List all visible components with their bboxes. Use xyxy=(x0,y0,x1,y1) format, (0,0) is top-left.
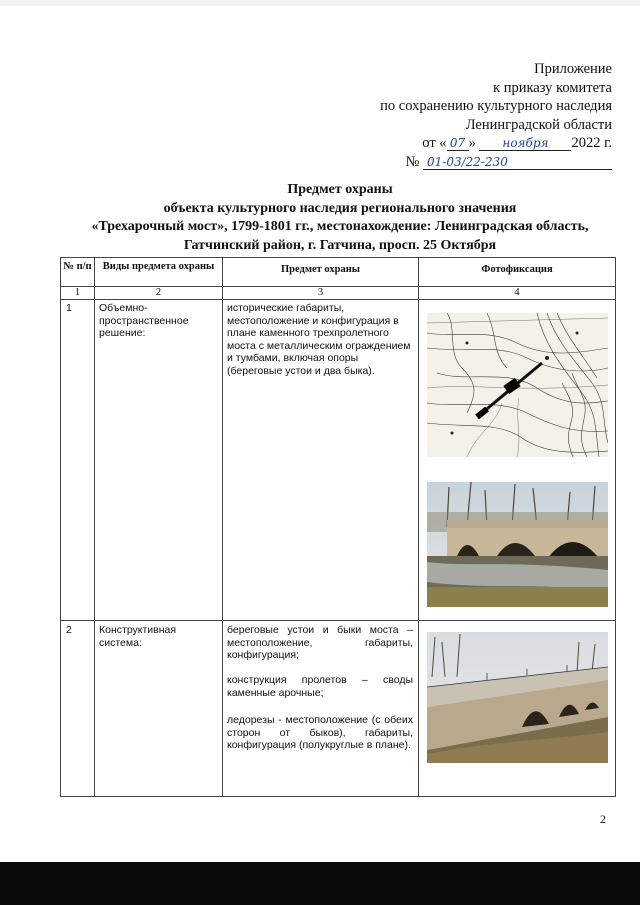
approval-header xyxy=(380,60,612,171)
number-prefix: № xyxy=(405,153,420,170)
photo-bridge-side-view xyxy=(427,632,608,763)
date-day-handwritten: 07 xyxy=(447,136,469,151)
date-prefix: от « xyxy=(422,135,447,151)
row2-kind: Конструктивная система: xyxy=(99,624,177,649)
col-number-1: 1 xyxy=(74,287,81,298)
col-number-4: 4 xyxy=(514,287,520,298)
photo-topographic-map xyxy=(427,313,608,457)
title-line-3: «Трехарочный мост», 1799-1801 гг., местонахождение: Ленинградская область, xyxy=(91,219,589,234)
protection-subject-table xyxy=(60,257,616,797)
row2-subject-spans: конструкция пролетов – своды каменные арочные; xyxy=(227,674,413,699)
doc-number-handwritten: 01-03/22-230 xyxy=(423,155,612,170)
page-number: 2 xyxy=(600,812,606,826)
table-col-divider xyxy=(222,258,223,796)
header-order: к приказу комитета xyxy=(493,79,612,96)
header-region: Ленинградской области xyxy=(465,116,612,133)
header-appendix: Приложение xyxy=(534,61,612,77)
title-line-1: Предмет охраны xyxy=(287,182,393,197)
photo-bridge-river-view xyxy=(427,482,608,607)
row2-subject-piers: береговые устои и быки моста – местоположение, габариты, конфигурация; xyxy=(227,624,413,662)
date-mid: » xyxy=(468,135,476,151)
header-number xyxy=(380,153,612,172)
document-title xyxy=(40,181,640,255)
table-row-divider xyxy=(61,620,615,621)
table-col-divider xyxy=(94,258,95,796)
row2-subject-icebreakers: ледорезы - местоположение (с обеих сторон от быков), габариты, конфигурация (полукруглые в плане). xyxy=(227,714,413,752)
table-col-divider xyxy=(418,258,419,796)
col-number-3: 3 xyxy=(317,287,324,298)
date-month-handwritten: ноября xyxy=(479,136,571,151)
header-committee: по сохранению культурного наследия xyxy=(380,98,612,114)
header-kind: Виды предмета охраны xyxy=(102,261,215,272)
date-year: 2022 г. xyxy=(571,135,612,151)
title-line-2: объекта культурного наследия регионального значения xyxy=(163,200,517,216)
scan-bottom-border xyxy=(0,862,640,905)
row1-subject: исторические габариты, местоположение и конфигурация в плане каменного трехпролетного моста с металлическим ограждением и тумбами, включая опоры (береговые устои и два быка). xyxy=(227,302,411,377)
scan-top-edge xyxy=(0,0,640,6)
row2-num: 2 xyxy=(66,624,72,636)
header-num: № п/п xyxy=(63,261,92,272)
col-number-2: 2 xyxy=(155,287,162,298)
header-photo: Фотофиксация xyxy=(481,264,553,275)
title-line-4: Гатчинский район, г. Гатчина, просп. 25 Октября xyxy=(183,237,497,253)
row1-num: 1 xyxy=(66,302,72,314)
row1-kind: Объемно-пространственное решение: xyxy=(99,302,189,340)
header-subject: Предмет охраны xyxy=(280,264,360,275)
header-date xyxy=(380,134,612,153)
